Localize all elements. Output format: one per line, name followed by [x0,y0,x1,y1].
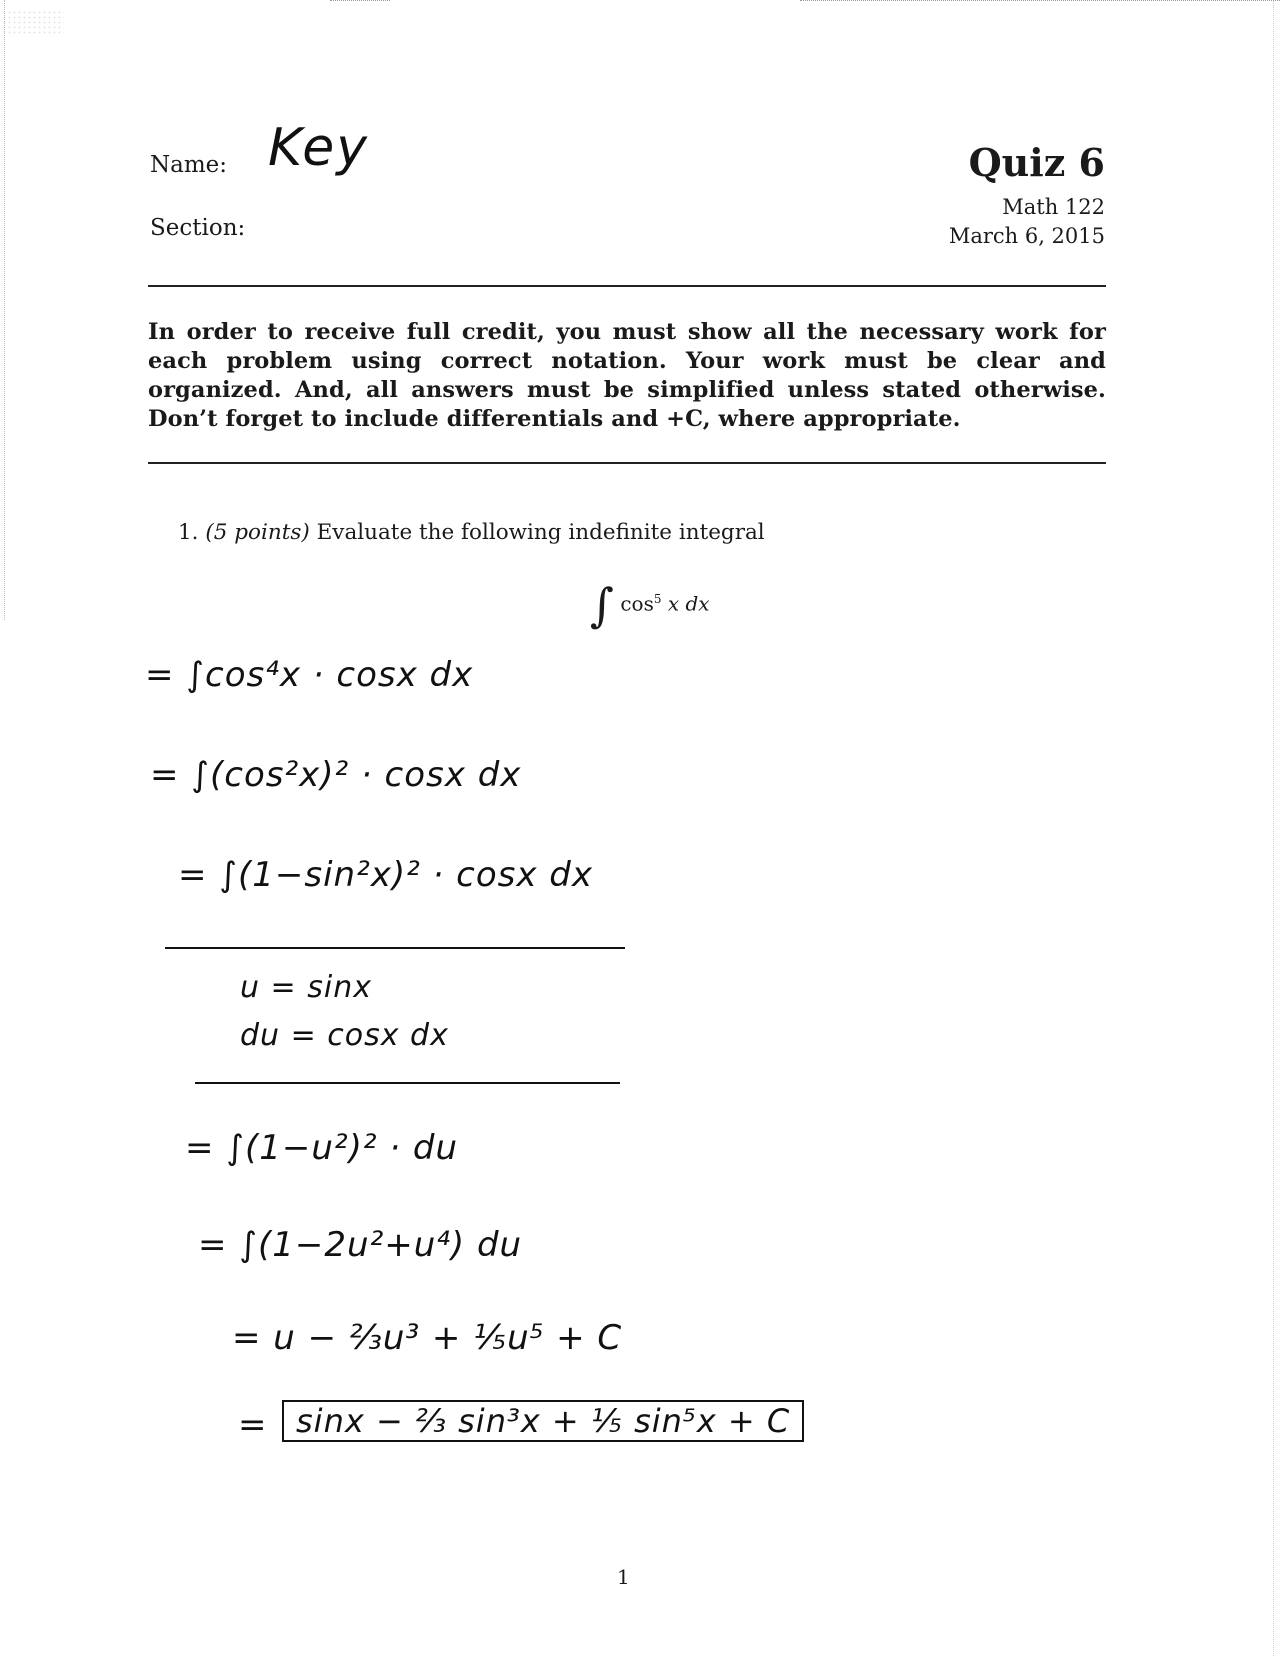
substitution-u: u = sinx [240,970,372,1005]
solution-step-4: = ∫(1−u²)² · du [185,1128,459,1168]
question-integral [590,578,710,632]
integrand-rest: x dx [661,591,710,616]
final-equals: = [238,1405,268,1445]
course-label: Math 122 [1002,195,1105,219]
scan-smudge [2,10,64,36]
section-label: Section: [150,215,246,241]
question-number: 1. [178,520,199,545]
question-1 [178,520,765,545]
instructions-rule [148,462,1106,464]
integral-sign: ∫ [590,578,614,632]
question-prompt: Evaluate the following indefinite integral [316,520,765,545]
name-value: Key [268,118,370,178]
substitution-rule-bottom [195,1082,620,1084]
page-number: 1 [617,1565,630,1589]
solution-step-3: = ∫(1−sin²x)² · cosx dx [178,855,594,895]
question-points: (5 points) [205,520,310,545]
solution-step-1: = ∫cos⁴x · cosx dx [145,655,474,695]
substitution-rule-top [165,947,625,949]
scan-edge-right [1273,0,1280,1656]
scan-dots [800,0,1280,9]
header-rule [148,285,1106,287]
quiz-date: March 6, 2015 [948,224,1105,248]
quiz-title: Quiz 6 [968,140,1105,185]
final-answer-box: sinx − ⅔ sin³x + ⅕ sin⁵x + C [282,1400,804,1442]
solution-step-2: = ∫(cos²x)² · cosx dx [150,755,522,795]
name-label: Name: [150,152,228,178]
solution-step-5: = ∫(1−2u²+u⁴) du [198,1225,523,1265]
scan-edge-left [0,0,5,620]
integrand: cos [620,591,654,616]
substitution-du: du = cosx dx [240,1018,449,1053]
solution-step-6: = u − ⅔u³ + ⅕u⁵ + C [232,1318,623,1358]
integrand-exponent: 5 [653,591,662,606]
instructions: In order to receive full credit, you must show all the necessary work for each problem using correct notation. Your work must be clear and organized. And, all answers must be simplified unless stated otherwise. Don’t forget to include differentials and +C, where appropriate. [148,319,1106,432]
scan-dots [330,0,390,9]
